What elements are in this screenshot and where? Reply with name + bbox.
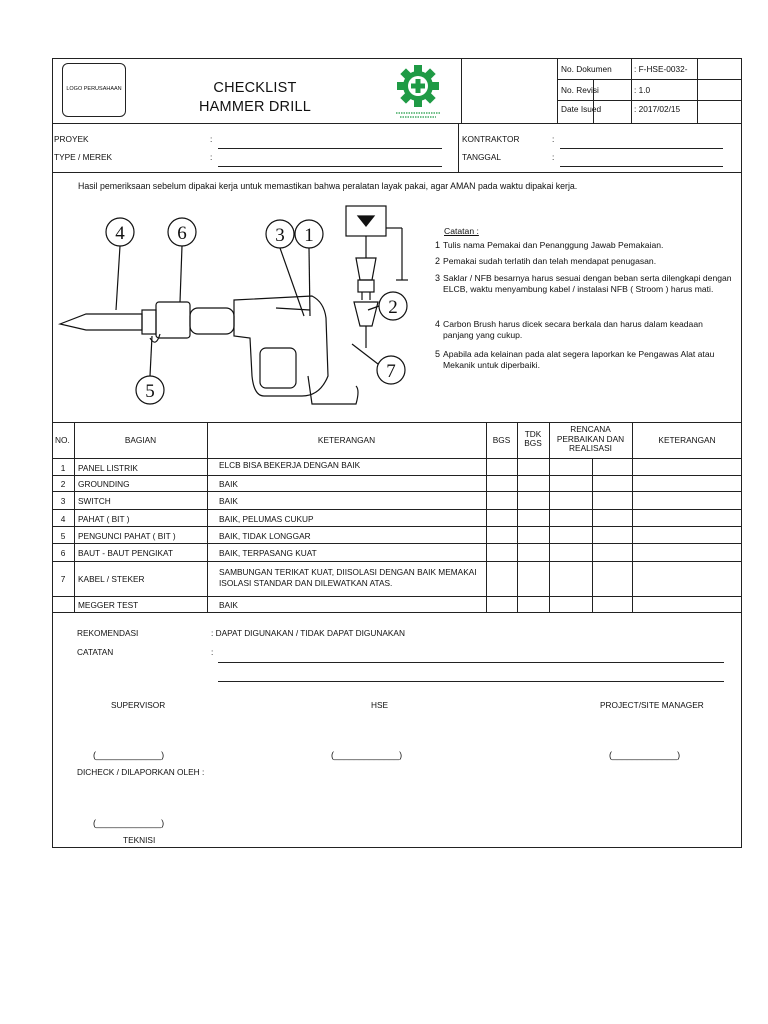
table-row-line xyxy=(52,491,742,492)
teknisi-label: TEKNISI xyxy=(123,835,156,845)
col-header-tdk-bgs: TDK BGS xyxy=(524,429,542,449)
header-divider xyxy=(52,123,742,124)
row-1-no: 1 xyxy=(60,463,66,473)
manager-signature[interactable]: (_____________) xyxy=(609,750,681,760)
catatan-label: CATATAN xyxy=(77,647,114,657)
diagram-number-1: 1 xyxy=(304,225,314,246)
col-header-bagian: BAGIAN xyxy=(124,435,157,445)
proyek-label: PROYEK xyxy=(54,134,89,144)
col-header-bgs: BGS xyxy=(492,435,511,445)
kontraktor-label: KONTRAKTOR xyxy=(462,134,520,144)
row-4-keterangan: BAIK, PELUMAS CUKUP xyxy=(219,514,314,524)
note-2: 2 Pemakai sudah terlatih dan telah mendapat penugasan. xyxy=(435,256,657,266)
table-col-line xyxy=(486,422,487,612)
note-5: 5 Apabila ada kelainan pada alat segera laporkan ke Pengawas Alat atau Mekanik untuk diperbaiki. xyxy=(435,349,715,370)
date-issued-label: Date Isued xyxy=(561,104,602,114)
project-divider xyxy=(458,123,459,172)
row-3-keterangan: BAIK xyxy=(219,496,238,506)
row-2-bagian: GROUNDING xyxy=(78,479,130,489)
catatan-field-line2[interactable] xyxy=(218,681,724,682)
row-8-keterangan: BAIK xyxy=(219,600,238,610)
diagram-number-6: 6 xyxy=(177,223,187,244)
row-2-keterangan: BAIK xyxy=(219,479,238,489)
col-header-keterangan2: KETERANGAN xyxy=(658,435,716,445)
row-4-bagian: PAHAT ( BIT ) xyxy=(78,514,130,524)
title-line1: CHECKLIST xyxy=(213,80,297,96)
col-header-rencana: RENCANA PERBAIKAN DAN REALISASI xyxy=(556,424,625,454)
docinfo-row-line2 xyxy=(557,100,742,101)
hammer-drill-diagram xyxy=(56,198,426,420)
table-col-line xyxy=(207,422,208,612)
title-line2: HAMMER DRILL xyxy=(199,99,311,115)
table-row-line xyxy=(52,475,742,476)
revision-label: No. Revisi xyxy=(561,85,599,95)
teknisi-signature[interactable]: (_____________) xyxy=(93,818,165,828)
col-header-no: NO. xyxy=(55,435,70,445)
diagram-number-7: 7 xyxy=(386,361,396,382)
dicheck-label: DICHECK / DILAPORKAN OLEH : xyxy=(77,767,205,777)
table-col-line xyxy=(74,422,75,612)
doc-number-label: No. Dokumen xyxy=(561,64,612,74)
row-3-bagian: SWITCH xyxy=(78,496,111,506)
table-header-line xyxy=(52,458,742,459)
type-field[interactable] xyxy=(218,166,442,167)
row-7-no: 7 xyxy=(60,574,66,584)
supervisor-signature[interactable]: (_____________) xyxy=(93,750,165,760)
supervisor-label: SUPERVISOR xyxy=(111,700,166,710)
docinfo-row-line1 xyxy=(557,79,742,80)
kontraktor-colon: : xyxy=(552,134,555,144)
note-1: 1 Tulis nama Pemakai dan Penanggung Jawab Pemakaian. xyxy=(435,240,664,250)
type-colon: : xyxy=(210,152,213,162)
docinfo-col2-border xyxy=(631,58,632,123)
form-frame xyxy=(52,58,742,848)
project-bottom-line xyxy=(52,172,742,173)
table-col-line xyxy=(592,458,593,612)
diagram-number-5: 5 xyxy=(145,381,155,402)
company-logo-placeholder: LOGO PERUSAHAAN xyxy=(62,63,126,117)
kontraktor-field[interactable] xyxy=(560,148,723,149)
row-8-bagian: MEGGER TEST xyxy=(78,600,139,610)
doc-number-value: : F-HSE-0032- xyxy=(634,64,688,74)
tanggal-colon: : xyxy=(552,152,555,162)
row-5-keterangan: BAIK, TIDAK LONGGAR xyxy=(219,531,311,541)
docinfo-left-border xyxy=(461,58,462,123)
row-5-bagian: PENGUNCI PAHAT ( BIT ) xyxy=(78,531,176,541)
table-row-line xyxy=(52,509,742,510)
table-top-line xyxy=(52,422,742,423)
intro-text: Hasil pemeriksaan sebelum dipakai kerja untuk memastikan bahwa peralatan layak pakai, agar AMAN pada waktu dipakai kerja. xyxy=(78,181,578,191)
table-row-line xyxy=(52,561,742,562)
diagram-number-3: 3 xyxy=(275,225,285,246)
row-7-bagian: KABEL / STEKER xyxy=(78,574,145,584)
table-row-line xyxy=(52,543,742,544)
note-3: 3 Saklar / NFB besarnya harus sesuai dengan beban serta dilengkapi dengan ELCB, waktu menyambung kabel / instalasi NFB ( Stroom ) harus mati. xyxy=(435,273,732,294)
row-1-keterangan: ELCB BISA BEKERJA DENGAN BAIK xyxy=(219,460,361,470)
catatan-colon: : xyxy=(211,647,214,657)
note-4: 4 Carbon Brush harus dicek secara berkala dan harus dalam keadaan panjang yang cukup. xyxy=(435,319,703,340)
hse-label: HSE xyxy=(371,700,389,710)
table-bottom-line xyxy=(52,612,742,613)
table-row-line xyxy=(52,596,742,597)
docinfo-col3-border xyxy=(697,58,698,123)
row-6-bagian: BAUT - BAUT PENGIKAT xyxy=(78,548,173,558)
proyek-colon: : xyxy=(210,134,213,144)
tanggal-label: TANGGAL xyxy=(462,152,502,162)
k3-gear-logo xyxy=(382,62,454,120)
manager-label: PROJECT/SITE MANAGER xyxy=(600,700,704,710)
table-col-line xyxy=(632,422,633,612)
revision-value: : 1.0 xyxy=(634,85,651,95)
row-1-bagian: PANEL LISTRIK xyxy=(78,463,138,473)
rekomendasi-value[interactable]: : DAPAT DIGUNAKAN / TIDAK DAPAT DIGUNAKAN xyxy=(211,628,405,638)
diagram-number-4: 4 xyxy=(115,223,125,244)
date-issued-value: : 2017/02/15 xyxy=(634,104,681,114)
docinfo-col1-border xyxy=(557,58,558,123)
proyek-field[interactable] xyxy=(218,148,442,149)
row-6-keterangan: BAIK, TERPASANG KUAT xyxy=(219,548,317,558)
col-header-keterangan: KETERANGAN xyxy=(317,435,376,445)
catatan-field-line1[interactable] xyxy=(218,662,724,663)
table-row-line xyxy=(52,526,742,527)
rekomendasi-label: REKOMENDASI xyxy=(77,628,139,638)
tanggal-field[interactable] xyxy=(560,166,723,167)
row-6-no: 6 xyxy=(60,548,66,558)
table-col-line xyxy=(517,422,518,612)
row-5-no: 5 xyxy=(60,531,66,541)
row-7-keterangan: SAMBUNGAN TERIKAT KUAT, DIISOLASI DENGAN BAIK MEMAKAI ISOLASI STANDAR DAN DILEWATKAN ATAS. xyxy=(219,567,477,588)
type-label: TYPE / MEREK xyxy=(54,152,113,162)
row-3-no: 3 xyxy=(60,496,66,506)
row-2-no: 2 xyxy=(60,479,66,489)
hse-signature[interactable]: (_____________) xyxy=(331,750,403,760)
diagram-number-2: 2 xyxy=(388,297,398,318)
notes-title: Catatan : xyxy=(444,226,479,236)
row-4-no: 4 xyxy=(60,514,66,524)
